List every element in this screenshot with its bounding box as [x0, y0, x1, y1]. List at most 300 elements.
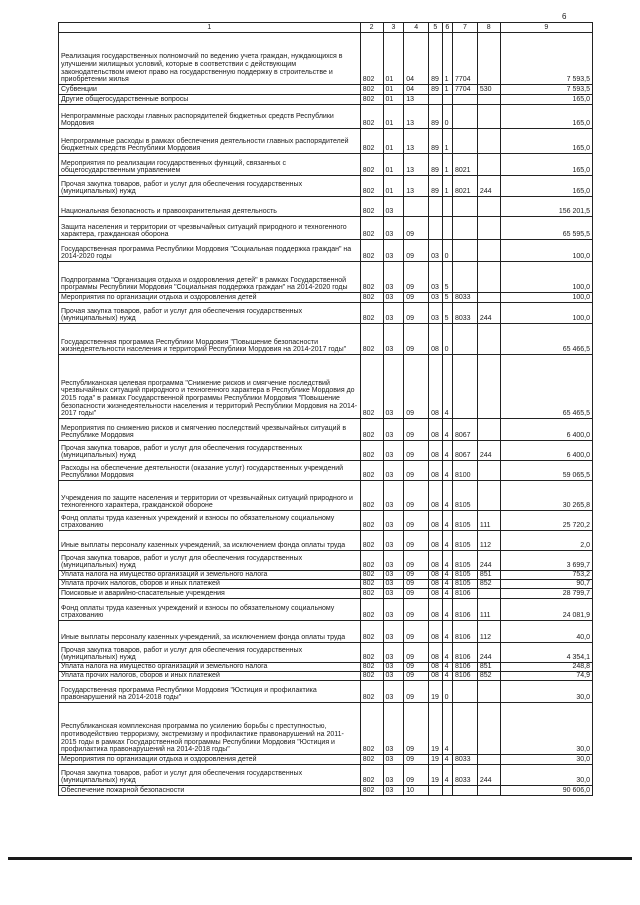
table-row [59, 786, 593, 796]
table-row [59, 293, 593, 303]
row-expense-type: 111 [477, 599, 500, 621]
row-section: 01 [383, 85, 404, 95]
row-admin-code: 802 [360, 33, 383, 85]
row-section: 03 [383, 765, 404, 786]
row-program: 08 [429, 324, 442, 355]
column-header: 9 [500, 23, 592, 33]
row-section: 03 [383, 293, 404, 303]
row-admin-code: 802 [360, 197, 383, 217]
row-program: 03 [429, 303, 442, 324]
row-subsection: 09 [404, 481, 429, 511]
row-target-item: 8105 [452, 571, 477, 580]
row-expense-type: 244 [477, 303, 500, 324]
row-subprogram: 4 [442, 765, 452, 786]
row-expense-type [477, 589, 500, 599]
row-subprogram: 4 [442, 643, 452, 663]
row-description: Подпрограмма "Организация отдыха и оздоровления детей" в рамках Государственной программы Республики Мордовия "Социальная поддержка граждан" на 2014-2020 годы [59, 262, 361, 293]
row-section: 03 [383, 786, 404, 796]
row-admin-code: 802 [360, 531, 383, 551]
table-row [59, 703, 593, 755]
row-section: 01 [383, 176, 404, 197]
row-subsection: 09 [404, 580, 429, 589]
row-target-item: 8100 [452, 461, 477, 481]
row-section: 03 [383, 571, 404, 580]
column-header: 3 [383, 23, 404, 33]
column-header: 5 [429, 23, 442, 33]
row-target-item: 8021 [452, 154, 477, 176]
row-section: 03 [383, 681, 404, 703]
row-admin-code: 802 [360, 355, 383, 419]
table-row [59, 240, 593, 262]
row-subsection: 04 [404, 33, 429, 85]
row-subprogram: 4 [442, 755, 452, 765]
row-subsection: 09 [404, 240, 429, 262]
row-target-item [452, 703, 477, 755]
row-admin-code: 802 [360, 663, 383, 672]
row-description: Иные выплаты персоналу казенных учреждений, за исключением фонда оплаты труда [59, 621, 361, 643]
row-expense-type: 244 [477, 176, 500, 197]
row-amount: 165,0 [500, 154, 592, 176]
row-description: Государственная программа Республики Мордовия "Повышение безопасности жизнедеятельности населения и территорий Республики Мордовия на 2014-2017 годы" [59, 324, 361, 355]
table-row [59, 461, 593, 481]
row-program: 89 [429, 105, 442, 129]
row-section: 03 [383, 511, 404, 531]
row-section: 01 [383, 95, 404, 105]
row-target-item [452, 240, 477, 262]
row-target-item [452, 197, 477, 217]
table-row [59, 105, 593, 129]
row-target-item [452, 262, 477, 293]
row-description: Мероприятия по организации отдыха и оздоровления детей [59, 293, 361, 303]
row-section: 03 [383, 262, 404, 293]
row-subprogram [442, 95, 452, 105]
row-description: Республиканская целевая программа "Снижение рисков и смягчение последствий чрезвычайных ситуаций природного и техногенного характера в Республике Мордовия до 2015 года" в рамках Государственной программы Республики Мордовия "Повышение безопасности жизнедеятельности населения и территорий Республики Мордовия на 2014-2017 годы" [59, 355, 361, 419]
row-description: Прочая закупка товаров, работ и услуг для обеспечения государственных (муниципальных) нужд [59, 643, 361, 663]
row-description: Прочая закупка товаров, работ и услуг для обеспечения государственных (муниципальных) нужд [59, 176, 361, 197]
row-expense-type: 244 [477, 765, 500, 786]
row-admin-code: 802 [360, 621, 383, 643]
row-subsection: 09 [404, 571, 429, 580]
table-row [59, 755, 593, 765]
row-expense-type [477, 461, 500, 481]
table-row [59, 511, 593, 531]
row-expense-type: 244 [477, 441, 500, 461]
row-subsection: 09 [404, 643, 429, 663]
row-target-item: 8106 [452, 589, 477, 599]
row-amount: 24 081,9 [500, 599, 592, 621]
row-admin-code: 802 [360, 176, 383, 197]
row-program: 19 [429, 703, 442, 755]
row-subprogram: 4 [442, 551, 452, 571]
row-subsection: 09 [404, 765, 429, 786]
row-subsection: 09 [404, 293, 429, 303]
row-subsection [404, 197, 429, 217]
row-amount: 65 465,5 [500, 355, 592, 419]
row-expense-type: 851 [477, 663, 500, 672]
row-section: 03 [383, 441, 404, 461]
row-description: Уплата прочих налогов, сборов и иных платежей [59, 672, 361, 681]
row-description: Прочая закупка товаров, работ и услуг для обеспечения государственных (муниципальных) нужд [59, 765, 361, 786]
row-expense-type: 244 [477, 643, 500, 663]
row-admin-code: 802 [360, 703, 383, 755]
row-target-item: 8106 [452, 643, 477, 663]
table-row [59, 419, 593, 441]
column-header: 2 [360, 23, 383, 33]
row-description: Уплата налога на имущество организаций и земельного налога [59, 663, 361, 672]
row-subprogram: 5 [442, 293, 452, 303]
row-description: Мероприятия по организации отдыха и оздоровления детей [59, 755, 361, 765]
row-admin-code: 802 [360, 511, 383, 531]
row-subprogram: 0 [442, 240, 452, 262]
row-subprogram: 4 [442, 461, 452, 481]
row-amount: 753,2 [500, 571, 592, 580]
row-amount: 65 595,5 [500, 217, 592, 240]
row-subprogram: 4 [442, 580, 452, 589]
row-expense-type [477, 703, 500, 755]
row-amount: 7 593,5 [500, 33, 592, 85]
row-program: 03 [429, 240, 442, 262]
row-amount: 165,0 [500, 176, 592, 197]
row-subprogram: 1 [442, 33, 452, 85]
row-section: 03 [383, 217, 404, 240]
row-subsection: 09 [404, 531, 429, 551]
row-admin-code: 802 [360, 551, 383, 571]
table-body [59, 33, 593, 796]
row-subsection: 09 [404, 441, 429, 461]
row-subprogram: 1 [442, 129, 452, 154]
row-admin-code: 802 [360, 786, 383, 796]
row-section: 03 [383, 580, 404, 589]
row-amount: 65 466,5 [500, 324, 592, 355]
row-expense-type [477, 481, 500, 511]
row-section: 03 [383, 621, 404, 643]
row-subsection: 13 [404, 154, 429, 176]
row-section: 03 [383, 599, 404, 621]
row-section: 03 [383, 240, 404, 262]
row-program: 19 [429, 681, 442, 703]
row-admin-code: 802 [360, 599, 383, 621]
row-description: Реализация государственных полномочий по ведению учета граждан, нуждающихся в улучшении жилищных условий, которые в соответствии с действующим законодательством имеют право на государственную поддержку в строительстве и приобретении жилья [59, 33, 361, 85]
row-admin-code: 802 [360, 217, 383, 240]
table-row [59, 571, 593, 580]
row-expense-type [477, 324, 500, 355]
row-description: Уплата прочих налогов, сборов и иных платежей [59, 580, 361, 589]
row-subprogram: 4 [442, 419, 452, 441]
row-section: 03 [383, 703, 404, 755]
row-subprogram: 1 [442, 85, 452, 95]
row-amount: 90 606,0 [500, 786, 592, 796]
row-subprogram: 4 [442, 481, 452, 511]
row-admin-code: 802 [360, 672, 383, 681]
bottom-rule [8, 857, 632, 860]
row-program: 08 [429, 481, 442, 511]
column-header: 4 [404, 23, 429, 33]
row-program: 89 [429, 154, 442, 176]
table-row [59, 621, 593, 643]
row-expense-type: 112 [477, 531, 500, 551]
row-expense-type: 852 [477, 672, 500, 681]
row-target-item: 8033 [452, 755, 477, 765]
table-row [59, 154, 593, 176]
row-admin-code: 802 [360, 105, 383, 129]
row-expense-type [477, 419, 500, 441]
row-subsection: 10 [404, 786, 429, 796]
row-program [429, 95, 442, 105]
row-target-item: 8033 [452, 303, 477, 324]
row-program [429, 217, 442, 240]
row-program: 19 [429, 755, 442, 765]
row-expense-type: 530 [477, 85, 500, 95]
row-expense-type: 244 [477, 551, 500, 571]
row-subsection: 09 [404, 672, 429, 681]
row-amount: 248,8 [500, 663, 592, 672]
row-expense-type [477, 105, 500, 129]
row-amount: 165,0 [500, 95, 592, 105]
row-program: 08 [429, 663, 442, 672]
row-description: Государственная программа Республики Мордовия "Юстиция и профилактика правонарушений на 2014-2018 годы" [59, 681, 361, 703]
row-description: Государственная программа Республики Мордовия "Социальная поддержка граждан" на 2014-2020 годы [59, 240, 361, 262]
row-admin-code: 802 [360, 129, 383, 154]
row-program: 08 [429, 461, 442, 481]
row-expense-type: 852 [477, 580, 500, 589]
row-subprogram: 4 [442, 571, 452, 580]
row-target-item [452, 105, 477, 129]
row-section: 03 [383, 755, 404, 765]
row-amount: 165,0 [500, 105, 592, 129]
row-subsection: 04 [404, 85, 429, 95]
row-program: 89 [429, 85, 442, 95]
row-amount: 165,0 [500, 129, 592, 154]
row-admin-code: 802 [360, 324, 383, 355]
table-row [59, 663, 593, 672]
row-amount: 30 265,8 [500, 481, 592, 511]
row-subsection: 13 [404, 95, 429, 105]
row-program [429, 197, 442, 217]
row-subprogram: 4 [442, 441, 452, 461]
row-target-item: 8105 [452, 511, 477, 531]
row-target-item: 8105 [452, 551, 477, 571]
row-target-item: 8105 [452, 580, 477, 589]
table-row [59, 262, 593, 293]
row-section: 03 [383, 197, 404, 217]
row-amount: 30,0 [500, 703, 592, 755]
row-admin-code: 802 [360, 293, 383, 303]
row-subsection: 09 [404, 461, 429, 481]
row-subprogram: 0 [442, 681, 452, 703]
row-expense-type [477, 33, 500, 85]
row-subprogram [442, 217, 452, 240]
table-row [59, 481, 593, 511]
row-program: 08 [429, 571, 442, 580]
row-amount: 2,0 [500, 531, 592, 551]
row-description: Уплата налога на имущество организаций и земельного налога [59, 571, 361, 580]
row-section: 03 [383, 355, 404, 419]
row-amount: 100,0 [500, 293, 592, 303]
row-expense-type: 851 [477, 571, 500, 580]
row-subprogram: 4 [442, 672, 452, 681]
row-amount: 100,0 [500, 262, 592, 293]
row-subprogram: 1 [442, 154, 452, 176]
row-description: Прочая закупка товаров, работ и услуг для обеспечения государственных (муниципальных) нужд [59, 441, 361, 461]
header-row [59, 23, 593, 33]
row-target-item: 8106 [452, 672, 477, 681]
row-target-item: 8021 [452, 176, 477, 197]
row-section: 03 [383, 643, 404, 663]
row-target-item: 8033 [452, 293, 477, 303]
row-admin-code: 802 [360, 755, 383, 765]
row-target-item [452, 355, 477, 419]
row-subprogram: 1 [442, 176, 452, 197]
row-program: 08 [429, 531, 442, 551]
row-description: Мероприятия по снижению рисков и смягчению последствий чрезвычайных ситуаций в Республике Мордовия [59, 419, 361, 441]
table-row [59, 355, 593, 419]
table-row [59, 324, 593, 355]
row-description: Защита населения и территории от чрезвычайных ситуаций природного и техногенного характера, гражданская оборона [59, 217, 361, 240]
table-row [59, 681, 593, 703]
row-admin-code: 802 [360, 262, 383, 293]
row-program: 08 [429, 589, 442, 599]
row-section: 03 [383, 481, 404, 511]
row-subsection: 09 [404, 681, 429, 703]
row-admin-code: 802 [360, 419, 383, 441]
row-amount: 74,9 [500, 672, 592, 681]
row-expense-type [477, 355, 500, 419]
row-admin-code: 802 [360, 95, 383, 105]
row-description: Поисковые и аварийно-спасательные учреждения [59, 589, 361, 599]
row-description: Непрограммные расходы главных распорядителей бюджетных средств Республики Мордовия [59, 105, 361, 129]
row-target-item: 8106 [452, 663, 477, 672]
row-target-item: 8106 [452, 599, 477, 621]
row-section: 03 [383, 551, 404, 571]
row-description: Прочая закупка товаров, работ и услуг для обеспечения государственных (муниципальных) нужд [59, 551, 361, 571]
row-target-item: 7704 [452, 85, 477, 95]
row-section: 03 [383, 303, 404, 324]
row-admin-code: 802 [360, 580, 383, 589]
row-amount: 40,0 [500, 621, 592, 643]
row-expense-type: 111 [477, 511, 500, 531]
row-amount: 4 354,1 [500, 643, 592, 663]
row-amount: 6 400,0 [500, 441, 592, 461]
row-subsection: 09 [404, 324, 429, 355]
row-subsection: 09 [404, 589, 429, 599]
row-subprogram: 4 [442, 355, 452, 419]
row-admin-code: 802 [360, 589, 383, 599]
row-subsection: 13 [404, 176, 429, 197]
row-admin-code: 802 [360, 85, 383, 95]
row-description: Прочая закупка товаров, работ и услуг для обеспечения государственных (муниципальных) нужд [59, 303, 361, 324]
table-row [59, 95, 593, 105]
row-description: Непрограммные расходы в рамках обеспечения деятельности главных распорядителей бюджетных средств Республики Мордовия [59, 129, 361, 154]
row-target-item [452, 786, 477, 796]
table-row [59, 672, 593, 681]
row-admin-code: 802 [360, 643, 383, 663]
row-subprogram: 4 [442, 531, 452, 551]
row-program: 08 [429, 551, 442, 571]
row-expense-type [477, 154, 500, 176]
row-program: 08 [429, 599, 442, 621]
row-expense-type [477, 129, 500, 154]
row-target-item [452, 95, 477, 105]
row-section: 01 [383, 33, 404, 85]
row-amount: 90,7 [500, 580, 592, 589]
row-admin-code: 802 [360, 765, 383, 786]
row-target-item: 8067 [452, 441, 477, 461]
row-description: Фонд оплаты труда казенных учреждений и взносы по обязательному социальному страхованию [59, 599, 361, 621]
row-target-item: 8105 [452, 531, 477, 551]
row-program: 89 [429, 33, 442, 85]
row-subprogram: 0 [442, 105, 452, 129]
row-target-item: 8105 [452, 481, 477, 511]
row-expense-type [477, 262, 500, 293]
row-section: 03 [383, 461, 404, 481]
row-subsection: 09 [404, 599, 429, 621]
row-amount: 100,0 [500, 303, 592, 324]
row-program: 08 [429, 672, 442, 681]
row-subprogram: 4 [442, 703, 452, 755]
row-expense-type: 112 [477, 621, 500, 643]
row-program: 08 [429, 580, 442, 589]
column-header: 8 [477, 23, 500, 33]
table-row [59, 531, 593, 551]
row-program: 08 [429, 355, 442, 419]
table-row [59, 217, 593, 240]
row-subprogram: 4 [442, 663, 452, 672]
row-subsection: 09 [404, 303, 429, 324]
row-amount: 59 065,5 [500, 461, 592, 481]
row-expense-type [477, 217, 500, 240]
row-expense-type [477, 293, 500, 303]
row-subsection: 09 [404, 419, 429, 441]
row-subsection: 09 [404, 355, 429, 419]
row-program: 89 [429, 129, 442, 154]
row-target-item: 8067 [452, 419, 477, 441]
row-target-item [452, 324, 477, 355]
table-row [59, 441, 593, 461]
row-target-item [452, 217, 477, 240]
row-amount: 28 799,7 [500, 589, 592, 599]
table-row [59, 85, 593, 95]
row-subsection: 09 [404, 703, 429, 755]
row-description: Расходы на обеспечение деятельности (оказание услуг) государственных учреждений Республики Мордовия [59, 461, 361, 481]
table-row [59, 33, 593, 85]
row-program: 89 [429, 176, 442, 197]
table-row [59, 599, 593, 621]
row-program: 08 [429, 621, 442, 643]
row-subprogram: 4 [442, 511, 452, 531]
row-subprogram [442, 197, 452, 217]
row-section: 03 [383, 324, 404, 355]
row-subsection: 09 [404, 262, 429, 293]
row-target-item: 7704 [452, 33, 477, 85]
row-subprogram: 4 [442, 589, 452, 599]
row-program [429, 786, 442, 796]
row-admin-code: 802 [360, 461, 383, 481]
row-admin-code: 802 [360, 154, 383, 176]
table-row [59, 176, 593, 197]
row-admin-code: 802 [360, 441, 383, 461]
row-program: 08 [429, 419, 442, 441]
row-expense-type [477, 786, 500, 796]
row-program: 08 [429, 441, 442, 461]
row-admin-code: 802 [360, 303, 383, 324]
row-admin-code: 802 [360, 481, 383, 511]
table-row [59, 643, 593, 663]
row-subsection: 09 [404, 755, 429, 765]
row-amount: 100,0 [500, 240, 592, 262]
row-description: Национальная безопасность и правоохранительная деятельность [59, 197, 361, 217]
table-row [59, 129, 593, 154]
row-subprogram: 5 [442, 262, 452, 293]
